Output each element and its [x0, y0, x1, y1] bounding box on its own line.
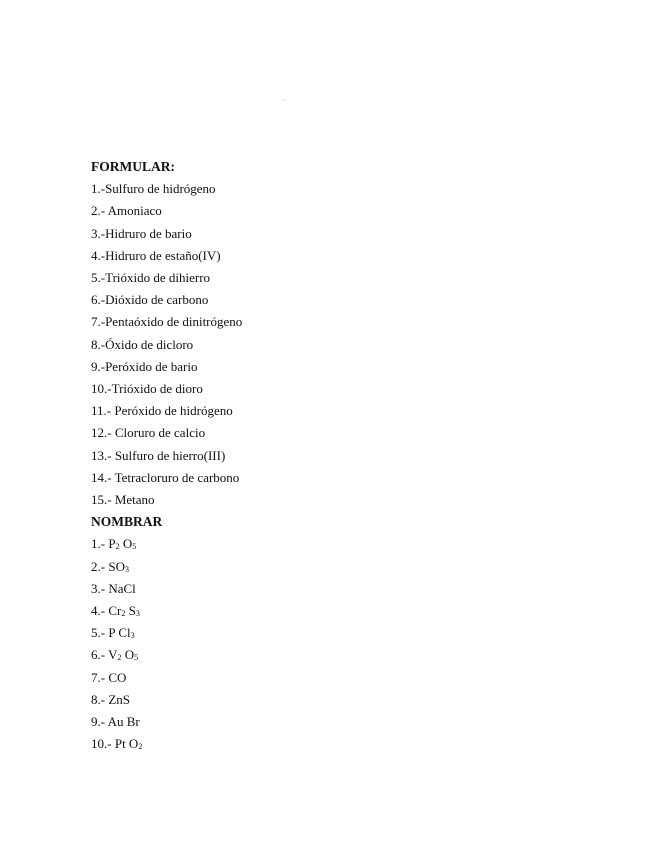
formula-text: O: [121, 647, 135, 663]
formular-item: 9.-Peróxido de bario: [91, 358, 198, 374]
formular-item: 2.- Amoniaco: [91, 203, 162, 219]
item-number: 3.-: [91, 580, 106, 596]
formular-item: 14.- Tetracloruro de carbono: [91, 469, 240, 485]
nombrar-item: [91, 556, 491, 578]
formula-text: S: [125, 602, 136, 618]
item-number: 8.-: [91, 691, 106, 707]
formular-item: 10.-Trióxido de dioro: [91, 380, 203, 396]
worksheet: [91, 156, 491, 755]
nombrar-item: [91, 711, 491, 733]
formula-text: V: [105, 647, 118, 663]
nombrar-item: [91, 578, 491, 600]
formula-subscript: 2: [138, 742, 143, 752]
formular-heading: FORMULAR:: [91, 159, 175, 174]
formular-list: [91, 178, 491, 511]
item-number: 1.-: [91, 536, 106, 552]
item-number: 4.-: [91, 602, 106, 618]
formula-text: P Cl: [105, 625, 131, 641]
formular-item: 6.-Dióxido de carbono: [91, 292, 209, 308]
formula-text: CO: [105, 669, 127, 685]
formula-subscript: 3: [130, 631, 135, 641]
nombrar-list: [91, 533, 491, 755]
nombrar-item: [91, 689, 491, 711]
formula-text: P: [105, 536, 116, 552]
nombrar-item: [91, 733, 491, 755]
item-number: 5.-: [91, 625, 106, 641]
formula-subscript: 2: [121, 608, 126, 618]
formular-item: 8.-Óxido de dicloro: [91, 336, 194, 352]
formula-subscript: 3: [124, 564, 129, 574]
formula-subscript: 2: [117, 653, 122, 663]
item-number: 6.-: [91, 647, 106, 663]
nombrar-item: [91, 667, 491, 689]
nombrar-item: [91, 622, 491, 644]
formula-text: ZnS: [105, 691, 131, 707]
formular-item: 4.-Hidruro de estaño(IV): [91, 247, 221, 263]
formular-item: 12.- Cloruro de calcio: [91, 425, 206, 441]
formular-item: 5.-Trióxido de dihierro: [91, 270, 211, 286]
formula-subscript: 5: [134, 653, 139, 663]
item-number: 9.-: [91, 713, 106, 729]
formular-item: 1.-Sulfuro de hidrógeno: [91, 181, 216, 197]
formula-subscript: 3: [135, 608, 140, 618]
formula-text: SO: [105, 558, 125, 574]
nombrar-heading: NOMBRAR: [91, 514, 163, 530]
nombrar-item: [91, 600, 491, 622]
page-mark: .: [283, 94, 285, 103]
formula-subscript: 5: [132, 542, 137, 552]
formular-item: 11.- Peróxido de hidrógeno: [91, 403, 233, 419]
formula-text: Au Br: [105, 713, 140, 729]
item-number: 7.-: [91, 669, 106, 685]
formular-item: 15.- Metano: [91, 491, 155, 507]
nombrar-item: [91, 644, 491, 666]
formular-item: 13.- Sulfuro de hierro(III): [91, 447, 226, 463]
formula-subscript: 2: [115, 542, 120, 552]
item-number: 10.-: [91, 736, 112, 752]
formula-text: Pt O: [111, 736, 139, 752]
formular-item: 7.-Pentaóxido de dinitrógeno: [91, 314, 243, 330]
formula-text: O: [119, 536, 133, 552]
formular-item: 3.-Hidruro de bario: [91, 225, 192, 241]
formula-text: NaCl: [105, 580, 136, 596]
nombrar-item: [91, 533, 491, 555]
item-number: 2.-: [91, 558, 106, 574]
formula-text: Cr: [105, 602, 122, 618]
